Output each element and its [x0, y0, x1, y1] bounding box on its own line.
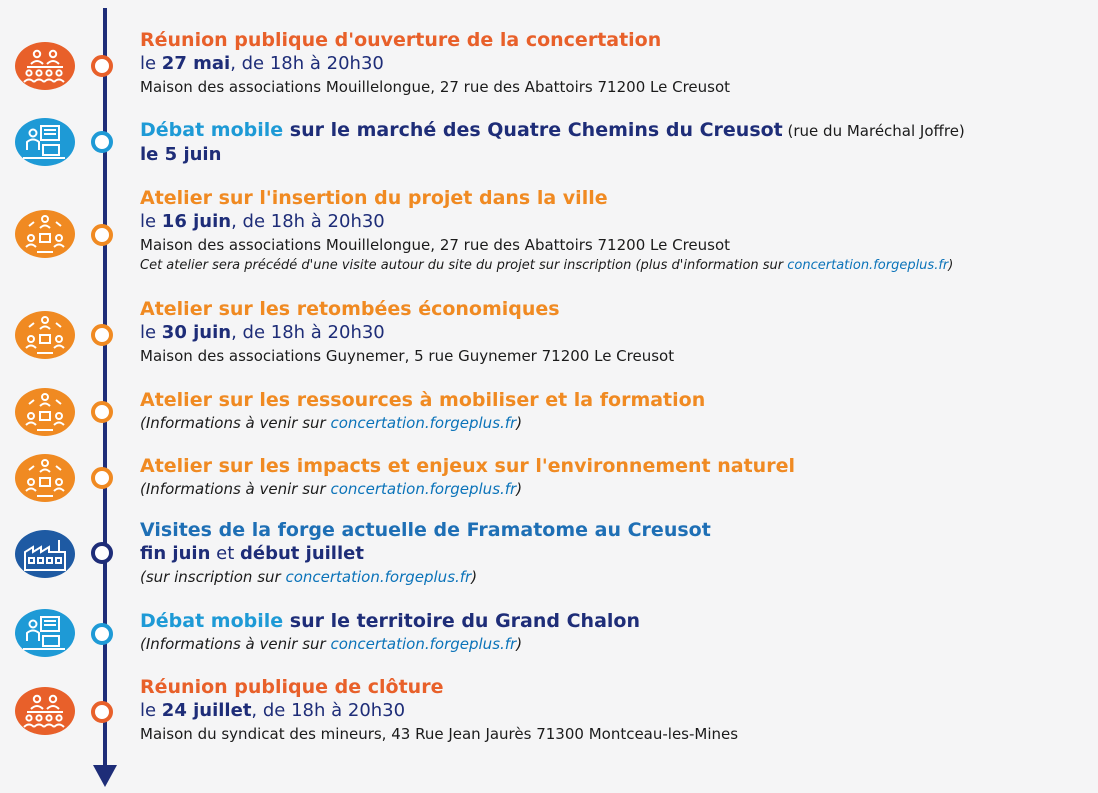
meeting-icon: [15, 687, 75, 735]
event-date-line: [140, 52, 1090, 76]
workshop-icon: [15, 454, 75, 502]
timeline-node: [91, 467, 113, 489]
date-prefix: le: [140, 53, 162, 74]
event-date-line: [140, 699, 1090, 723]
timeline-node: [91, 623, 113, 645]
event-date-end: début juillet: [239, 543, 364, 564]
title-highlight: Débat mobile: [140, 610, 284, 632]
timeline-node: [91, 324, 113, 346]
info-link[interactable]: concertation.forgeplus.fr: [330, 414, 517, 432]
event-address: Maison des associations Mouillelongue, 27 rue des Abattoirs 71200 Le Creusot: [140, 78, 731, 96]
event-address: Maison des associations Mouillelongue, 27 rue des Abattoirs 71200 Le Creusot: [140, 236, 731, 254]
info-text-end: ): [516, 635, 523, 653]
event-title: [140, 118, 1090, 143]
event-info: [140, 412, 1090, 434]
event-time: , de 18h à 20h30: [251, 700, 406, 721]
event-date: 16 juin: [161, 211, 232, 232]
event-date-line: [140, 321, 1090, 345]
event-time: , de 18h à 20h30: [231, 322, 385, 343]
note-text: Cet atelier sera précédé d'une visite autour du site du projet sur inscription (plus d'information sur: [140, 258, 788, 273]
event-note: [140, 256, 1090, 276]
event-title: Réunion publique d'ouverture de la concertation: [140, 29, 662, 51]
event-date-start: fin juin: [140, 543, 211, 564]
timeline-line: [103, 8, 107, 770]
meeting-icon: [15, 42, 75, 90]
info-text-end: ): [516, 414, 523, 432]
info-link[interactable]: concertation.forgeplus.fr: [330, 635, 517, 653]
info-link[interactable]: concertation.forgeplus.fr: [285, 568, 472, 586]
timeline-node: [91, 542, 113, 564]
event-info: [140, 633, 1090, 655]
note-link[interactable]: concertation.forgeplus.fr: [787, 258, 949, 273]
workshop-icon: [15, 311, 75, 359]
note-text-end: ): [948, 258, 954, 273]
info-text-end: ): [471, 568, 478, 586]
timeline-node: [91, 131, 113, 153]
timeline-arrow: [93, 765, 117, 787]
info-text: (sur inscription sur: [140, 568, 286, 586]
title-extra: (rue du Maréchal Joffre): [782, 122, 965, 140]
event-info: [140, 478, 1090, 500]
event-date-line: [140, 143, 1090, 167]
date-prefix: le: [140, 700, 162, 721]
date-prefix: le: [140, 322, 162, 343]
event-title: Atelier sur les ressources à mobiliser et la formation: [140, 389, 706, 411]
info-text: (Informations à venir sur: [140, 635, 331, 653]
event-title: Atelier sur les impacts et enjeux sur l'environnement naturel: [140, 455, 795, 477]
mobile-debate-icon: [15, 609, 75, 657]
event-title: Atelier sur les retombées économiques: [140, 298, 560, 320]
info-text: (Informations à venir sur: [140, 480, 331, 498]
event-address: Maison du syndicat des mineurs, 43 Rue Jean Jaurès 71300 Montceau-les-Mines: [140, 725, 739, 743]
title-highlight: Débat mobile: [140, 119, 284, 141]
event-date-line: [140, 210, 1090, 234]
event-title: [140, 609, 1090, 633]
date-prefix: le: [140, 211, 162, 232]
event-address: Maison des associations Guynemer, 5 rue Guynemer 71200 Le Creusot: [140, 347, 675, 365]
event-date: 5 juin: [164, 144, 222, 165]
event-date: 27 mai: [161, 53, 231, 74]
timeline-node: [91, 55, 113, 77]
date-connector: et: [210, 543, 240, 564]
event-info: [140, 566, 1090, 588]
info-link[interactable]: concertation.forgeplus.fr: [330, 480, 517, 498]
mobile-debate-icon: [15, 118, 75, 166]
info-text: (Informations à venir sur: [140, 414, 331, 432]
date-prefix: le: [140, 144, 165, 165]
event-title: Réunion publique de clôture: [140, 676, 444, 698]
event-time: , de 18h à 20h30: [231, 211, 385, 232]
event-time: , de 18h à 20h30: [230, 53, 384, 74]
info-text-end: ): [516, 480, 523, 498]
event-date: 24 juillet: [161, 700, 252, 721]
event-date: 30 juin: [161, 322, 232, 343]
workshop-icon: [15, 388, 75, 436]
title-rest: sur le marché des Quatre Chemins du Creusot: [283, 119, 783, 141]
title-rest: sur le territoire du Grand Chalon: [283, 610, 640, 632]
event-title: Atelier sur l'insertion du projet dans la ville: [140, 187, 608, 209]
factory-icon: [15, 530, 75, 578]
workshop-icon: [15, 210, 75, 258]
event-title: Visites de la forge actuelle de Framatome au Creusot: [140, 519, 711, 541]
timeline-node: [91, 224, 113, 246]
event-date-line: [140, 542, 1090, 566]
timeline-node: [91, 701, 113, 723]
timeline-node: [91, 401, 113, 423]
